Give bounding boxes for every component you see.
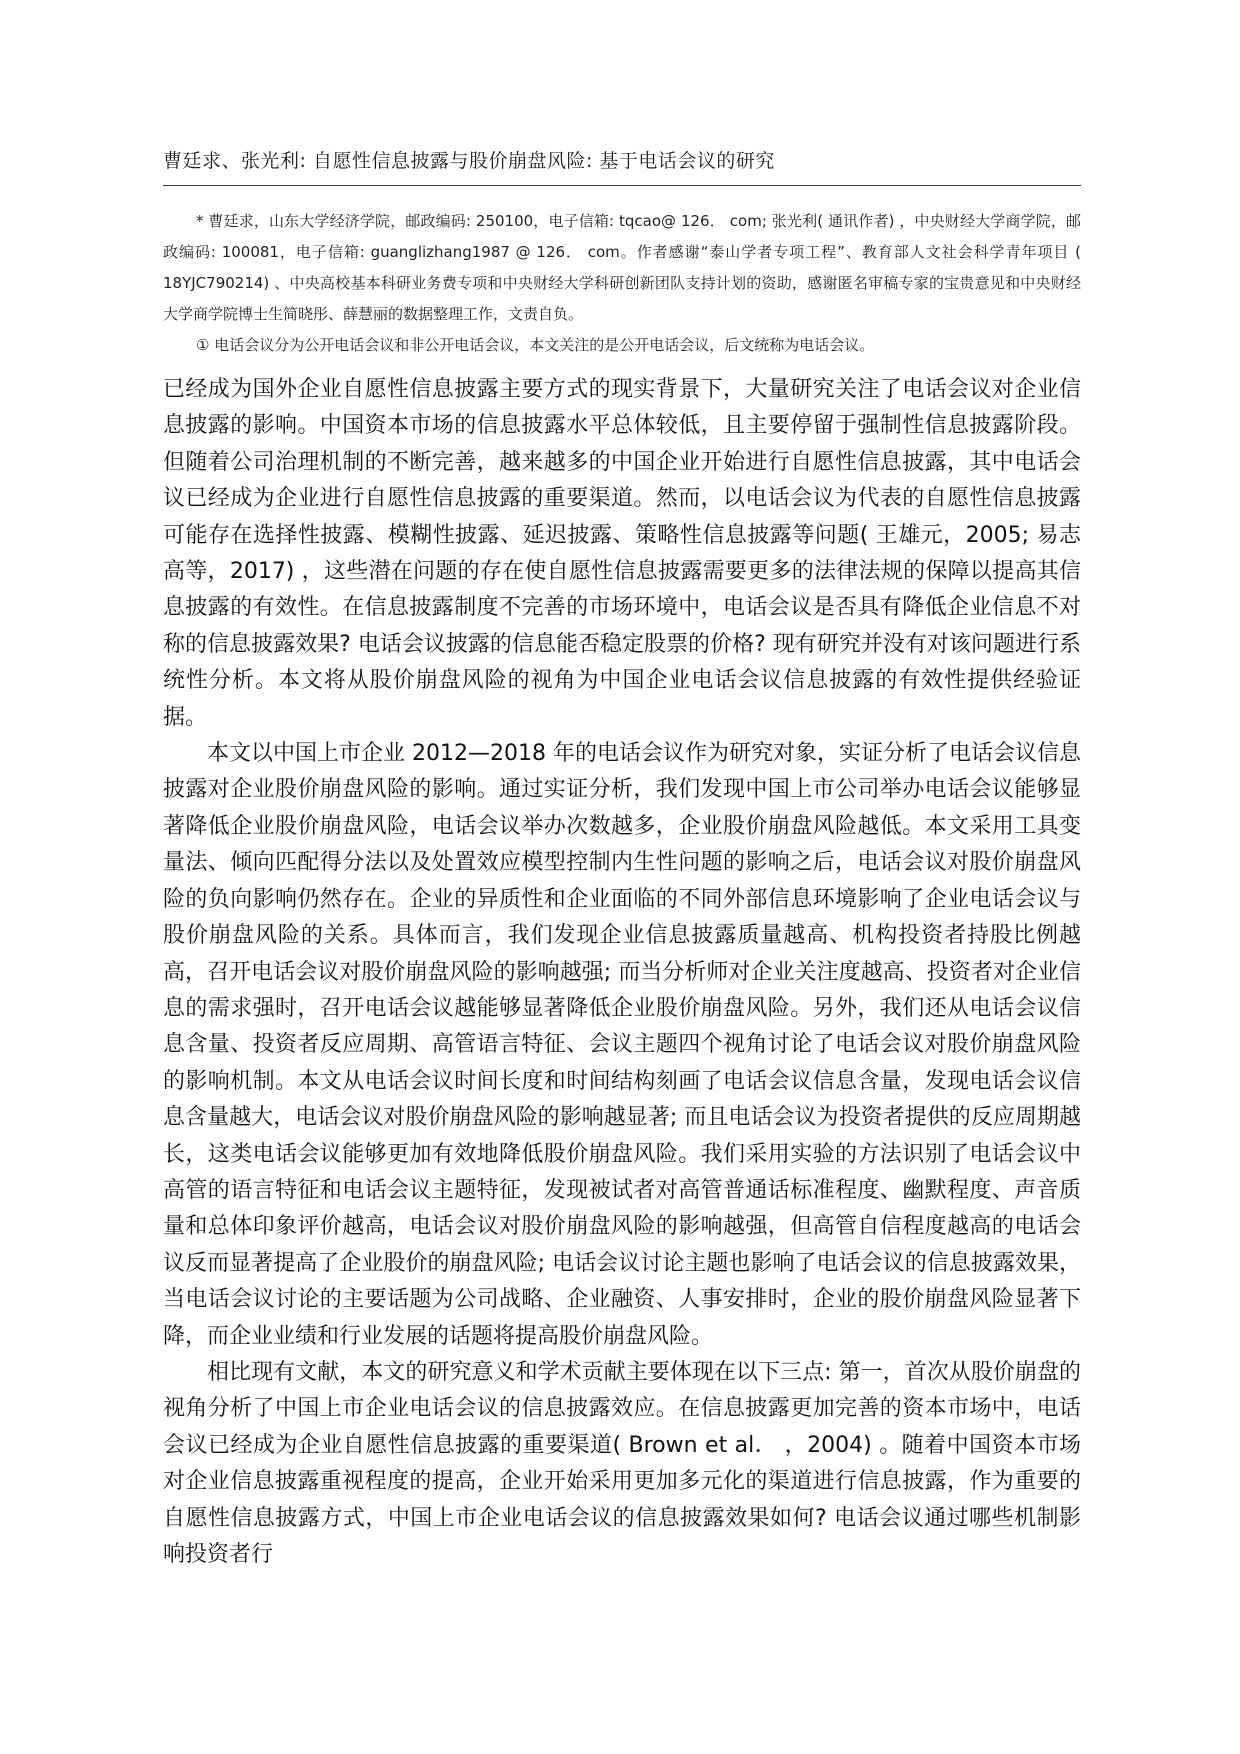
footnote-1: ① 电话会议分为公开电话会议和非公开电话会议，本文关注的是公开电话会议，后文统称为电话会议。	[196, 336, 875, 354]
footnotes-section	[163, 206, 1081, 361]
header-divider	[163, 185, 1081, 186]
paragraph-2: 本文以中国上市企业 2012—2018 年的电话会议作为研究对象，实证分析了电话会议信息披露对企业股价崩盘风险的影响。通过实证分析，我们发现中国上市公司举办电话会议能够显著降低企业股价崩盘风险，电话会议举办次数越多，企业股价崩盘风险越低。本文采用工具变量法、倾向匹配得分法以及处置效应模型控制内生性问题的影响之后，电话会议对股价崩盘风险的负向影响仍然存在。企业的异质性和企业面临的不同外部信息环境影响了企业电话会议与股价崩盘风险的关系。具体而言，我们发现企业信息披露质量越高、机构投资者持股比例越高，召开电话会议对股价崩盘风险的影响越强; 而当分析师对企业关注度越高、投资者对企业信息的需求强时，召开电话会议越能够显著降低企业股价崩盘风险。另外，我们还从电话会议信息含量、投资者反应周期、高管语言特征、会议主题四个视角讨论了电话会议对股价崩盘风险的影响机制。本文从电话会议时间长度和时间结构刻画了电话会议信息含量，发现电话会议信息含量越大，电话会议对股价崩盘风险的影响越显著; 而且电话会议为投资者提供的反应周期越长，这类电话会议能够更加有效地降低股价崩盘风险。我们采用实验的方法识别了电话会议中高管的语言特征和电话会议主题特征，发现被试者对高管普通话标准程度、幽默程度、声音质量和总体印象评价越高，电话会议对股价崩盘风险的影响越强，但高管自信程度越高的电话会议反而显著提高了企业股价的崩盘风险; 电话会议讨论主题也影响了电话会议的信息披露效果，当电话会议讨论的主要话题为公司战略、企业融资、人事安排时，企业的股价崩盘风险显著下降，而企业业绩和行业发展的话题将提高股价崩盘风险。	[163, 741, 1081, 1349]
main-body	[163, 372, 1081, 1573]
running-head: 曹廷求、张光利: 自愿性信息披露与股价崩盘风险: 基于电话会议的研究	[163, 150, 775, 172]
paragraph-1: 已经成为国外企业自愿性信息披露主要方式的现实背景下，大量研究关注了电话会议对企业信息披露的影响。中国资本市场的信息披露水平总体较低，且主要停留于强制性信息披露阶段。但随着公司治理机制的不断完善，越来越多的中国企业开始进行自愿性信息披露，其中电话会议已经成为企业进行自愿性信息披露的重要渠道。然而，以电话会议为代表的自愿性信息披露可能存在选择性披露、模糊性披露、延迟披露、策略性信息披露等问题( 王雄元，2005; 易志高等，2017) ，这些潜在问题的存在使自愿性信息披露需要更多的法律法规的保障以提高其信息披露的有效性。在信息披露制度不完善的市场环境中，电话会议是否具有降低企业信息不对称的信息披露效果? 电话会议披露的信息能否稳定股票的价格? 现有研究并没有对该问题进行系统性分析。本文将从股价崩盘风险的视角为中国企业电话会议信息披露的有效性提供经验证据。	[163, 377, 1081, 730]
author-footnote: * 曹廷求，山东大学经济学院，邮政编码: 250100，电子信箱: tqcao@ 126． com; 张光利( 通讯作者) ，中央财经大学商学院，邮政编码: 100081，电子信箱: guanglizhang1987 @ 126． com。作者感谢“泰山学者专项工程”、教育部人文社会科学青年项目 ( 18YJC790214) 、中央高校基本科研业务费专项和中央财经大学科研创新团队支持计划的资助，感谢匿名审稿专家的宝贵意见和中央财经大学商学院博士生简晓彤、薛慧丽的数据整理工作，文责自负。	[163, 212, 1081, 323]
paragraph-3: 相比现有文献，本文的研究意义和学术贡献主要体现在以下三点: 第一，首次从股价崩盘的视角分析了中国上市企业电话会议的信息披露效应。在信息披露更加完善的资本市场中，电话会议已经成为企业自愿性信息披露的重要渠道( Brown et al． ，2004) 。随着中国资本市场对企业信息披露重视程度的提高，企业开始采用更加多元化的渠道进行信息披露，作为重要的自愿性信息披露方式，中国上市企业电话会议的信息披露效果如何? 电话会议通过哪些机制影响投资者行	[163, 1359, 1081, 1567]
